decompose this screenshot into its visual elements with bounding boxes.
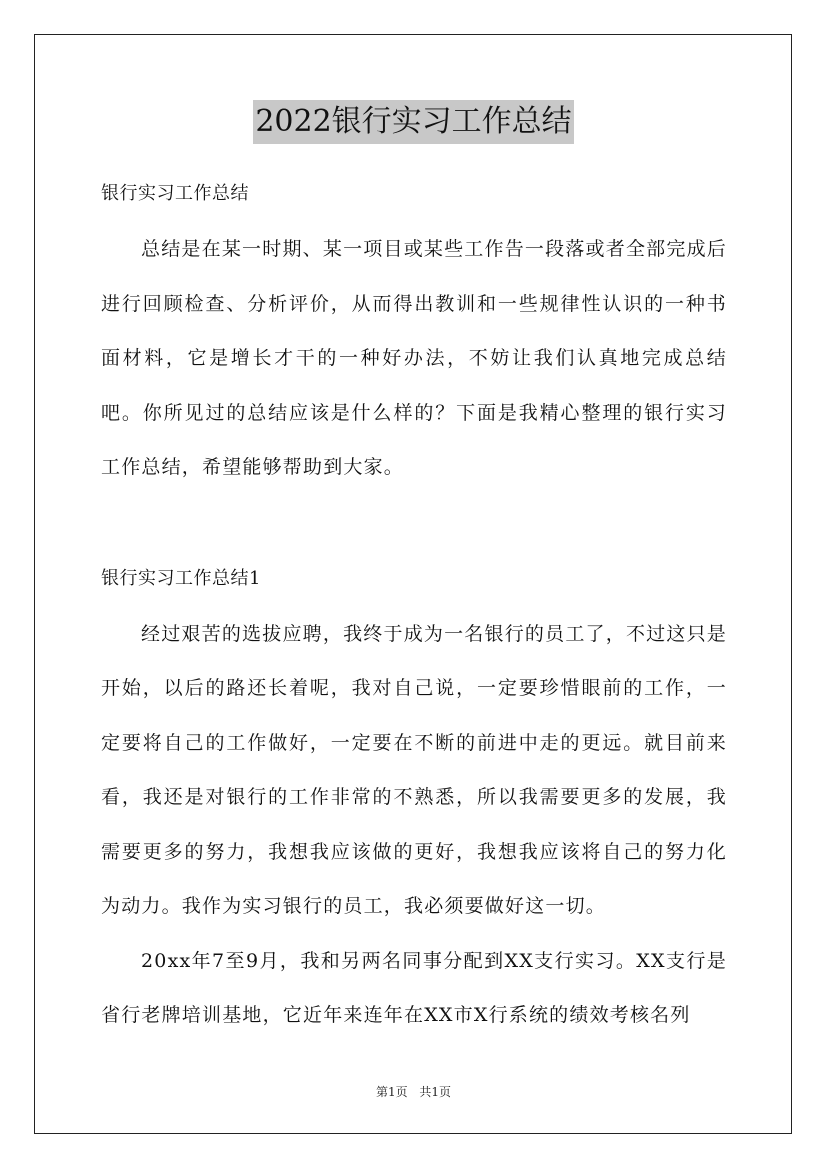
document-body (101, 170, 727, 1043)
document-title: 2022银行实习工作总结 (253, 100, 573, 144)
section-heading-1: 银行实习工作总结1 (101, 567, 261, 589)
section1-paragraph-2: 20xx年7至9月，我和另两名同事分配到XX支行实习。XX支行是省行老牌培训基地，它近年来连年在XX市X行系统的绩效考核名列 (101, 949, 727, 1026)
page-number: 第1页 (375, 1085, 408, 1099)
section1-paragraph-1: 经过艰苦的选拔应聘，我终于成为一名银行的员工了，不过这只是开始，以后的路还长着呢，我对自己说，一定要珍惜眼前的工作，一定要将自己的工作做好，一定要在不断的前进中走的更远。就目前来看，我还是对银行的工作非常的不熟悉，所以我需要更多的发展，我需要更多的努力，我想我应该做的更好，我想我应该将自己的努力化为动力。我作为实习银行的员工，我必须要做好这一切。 (101, 622, 727, 917)
page-footer (0, 1083, 827, 1101)
title-area (0, 100, 827, 144)
page-total: 共1页 (419, 1085, 452, 1099)
section-heading-intro: 银行实习工作总结 (101, 183, 249, 204)
intro-paragraph: 总结是在某一时期、某一项目或某些工作告一段落或者全部完成后进行回顾检查、分析评价，从而得出教训和一些规律性认识的一种书面材料，它是增长才干的一种好办法，不妨让我们认真地完成总结吧。你所见过的总结应该是什么样的？下面是我精心整理的银行实习工作总结，希望能够帮助到大家。 (101, 238, 727, 478)
